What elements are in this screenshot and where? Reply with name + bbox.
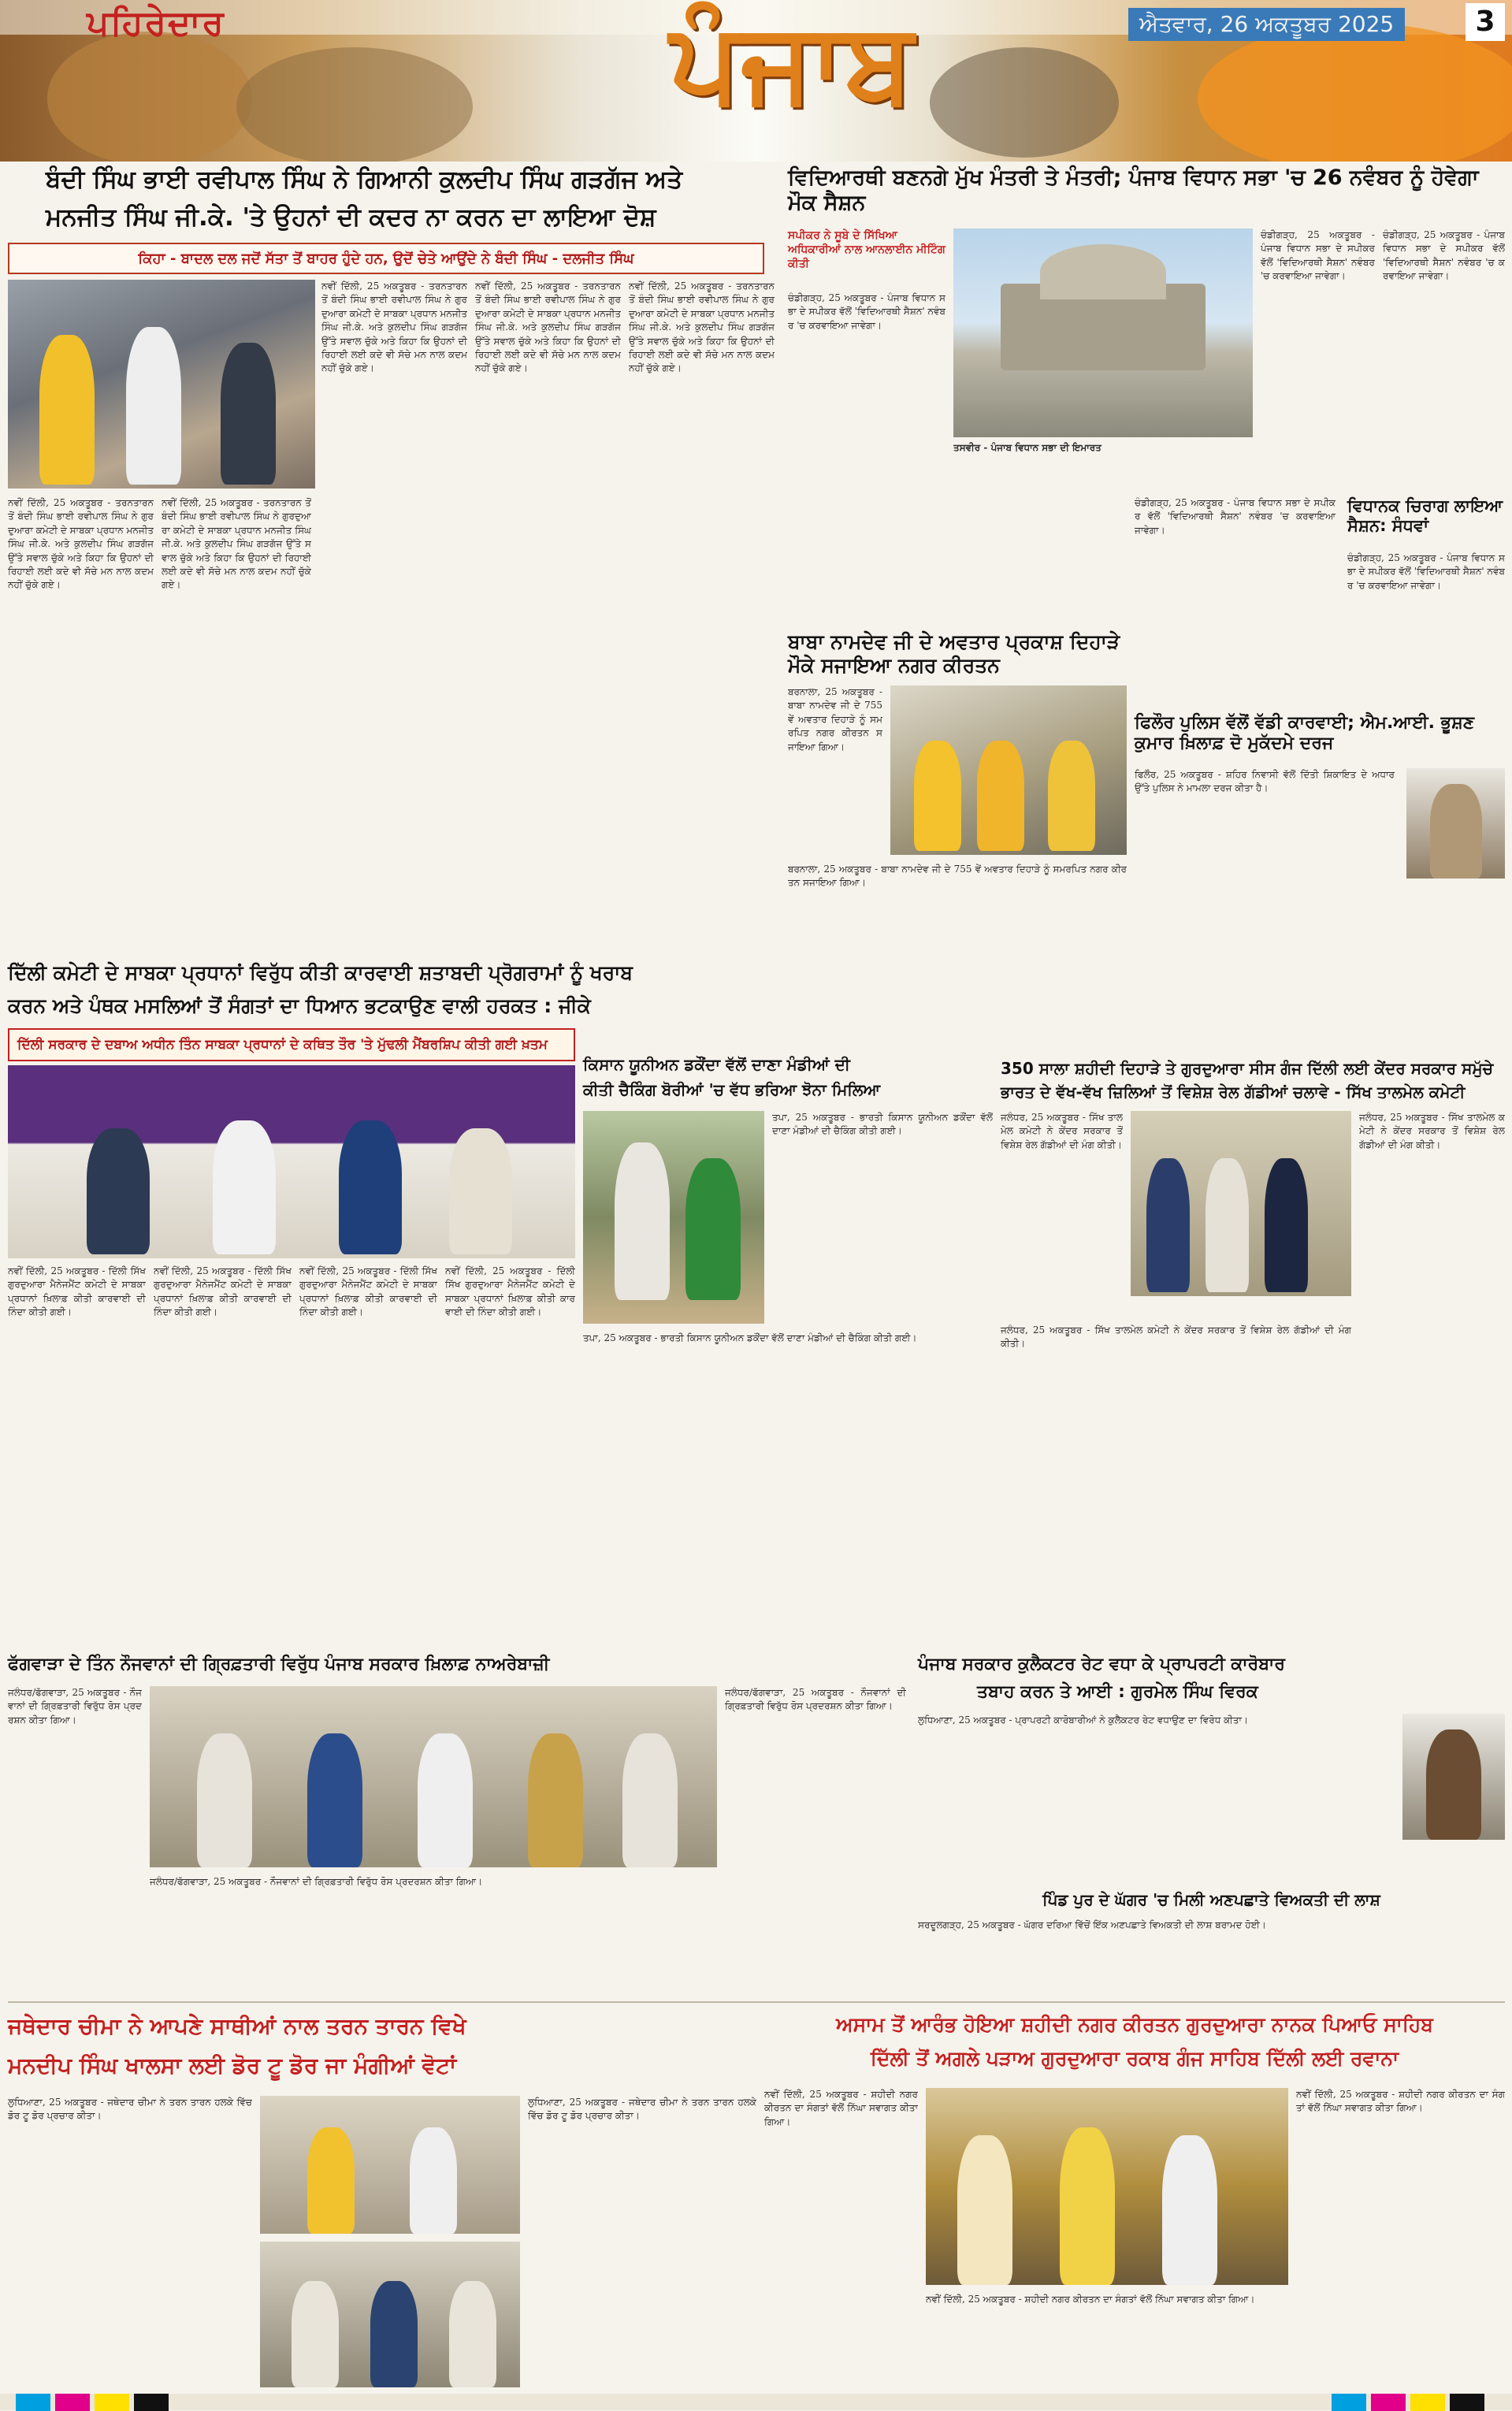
lead-subhead-box	[8, 243, 764, 274]
nagar-photo	[890, 685, 1127, 855]
vidhan-headline: ਵਿਦਿਆਰਥੀ ਬਣਨਗੇ ਮੁੱਖ ਮੰਤਰੀ ਤੇ ਮੰਤਰੀ; ਪੰਜਾਬ ਵਿਧਾਨ ਸਭਾ 'ਚ 26 ਨਵੰਬਰ ਨੂੰ ਹੋਵੇਗਾ ਮੌਕ ਸੈਸ਼ਨ	[788, 165, 1479, 215]
issue-date: ਐਤਵਾਰ, 26 ਅਕਤੂਬਰ 2025	[1128, 8, 1405, 41]
vidhan-caption: ਤਸਵੀਰ - ਪੰਜਾਬ ਵਿਧਾਨ ਸਭਾ ਦੀ ਇਮਾਰਤ	[953, 442, 1101, 453]
vidhan-body-col1: ਚੰਡੀਗੜ੍ਹ, 25 ਅਕਤੂਬਰ - ਪੰਜਾਬ ਵਿਧਾਨ ਸਭਾ ਦੇ ਸਪੀਕਰ ਵੱਲੋਂ 'ਵਿਦਿਆਰਥੀ ਸੈਸ਼ਨ' ਨਵੰਬਰ 'ਚ ਕਰਵਾਇਆ ਜਾਵੇਗਾ।	[788, 292, 945, 331]
vidhan-body-col4: ਚੰਡੀਗੜ੍ਹ, 25 ਅਕਤੂਬਰ - ਪੰਜਾਬ ਵਿਧਾਨ ਸਭਾ ਦੇ ਸਪੀਕਰ ਵੱਲੋਂ 'ਵਿਦਿਆਰਥੀ ਸੈਸ਼ਨ' ਨਵੰਬਰ 'ਚ ਕਰਵਾਇਆ ਜਾਵੇਗਾ।	[1135, 497, 1336, 536]
shaheedi-headline-1: 350 ਸਾਲਾ ਸ਼ਹੀਦੀ ਦਿਹਾੜੇ ਤੇ ਗੁਰਦੁਆਰਾ ਸੀਸ ਗੰਜ ਦਿੱਲੀ ਲਈ ਕੇਂਦਰ ਸਰਕਾਰ ਸਮੁੱਚੇ	[1001, 1059, 1494, 1078]
lead-body-col5: ਨਵੀਂ ਦਿੱਲੀ, 25 ਅਕਤੂਬਰ - ਤਰਨਤਾਰਨ ਤੋਂ ਬੰਦੀ ਸਿੰਘ ਭਾਈ ਰਵੀਪਾਲ ਸਿੰਘ ਨੇ ਗੁਰਦੁਆਰਾ ਕਮੇਟੀ ਦੇ ਸਾਬਕਾ ਪ੍ਰਧਾਨ ਮਨਜੀਤ ਸਿੰਘ ਜੀ.ਕੇ. ਅਤੇ ਕੁਲਦੀਪ ਸਿੰਘ ਗੜਗੱਜ ਉੱਤੇ ਸਵਾਲ ਚੁੱਕੇ ਅਤੇ ਕਿਹਾ ਕਿ ਉਹਨਾਂ ਦੀ ਰਿਹਾਈ ਲਈ ਕਦੇ ਵੀ ਸੱਚੇ ਮਨ ਨਾਲ ਕਦਮ ਨਹੀਂ ਚੁੱਕੇ ਗਏ।	[629, 280, 775, 374]
vidhan-kicker: ਸਪੀਕਰ ਨੇ ਸੂਬੇ ਦੇ ਸਿੱਖਿਆ ਅਧਿਕਾਰੀਆਂ ਨਾਲ ਆਨਲਾਈਨ ਮੀਟਿੰਗ ਕੀਤੀ	[788, 229, 945, 271]
delhi-subhead-box	[8, 1028, 575, 1061]
jathedar-headline-1: ਜਥੇਦਾਰ ਚੀਮਾ ਨੇ ਆਪਣੇ ਸਾਥੀਆਂ ਨਾਲ ਤਰਨ ਤਾਰਨ ਵਿਖੇ	[8, 2013, 466, 2039]
vidhan-body-col5: ਚੰਡੀਗੜ੍ਹ, 25 ਅਕਤੂਬਰ - ਪੰਜਾਬ ਵਿਧਾਨ ਸਭਾ ਦੇ ਸਪੀਕਰ ਵੱਲੋਂ 'ਵਿਦਿਆਰਥੀ ਸੈਸ਼ਨ' ਨਵੰਬਰ 'ਚ ਕਰਵਾਇਆ ਜਾਵੇਗਾ।	[1347, 552, 1505, 591]
masthead-scene-left	[47, 32, 252, 162]
phillaur-headline: ਫਿਲੌਰ ਪੁਲਿਸ ਵੱਲੋਂ ਵੱਡੀ ਕਾਰਵਾਈ; ਐਮ.ਆਈ. ਭੂਸ਼ਣ ਕੁਮਾਰ ਖ਼ਿਲਾਫ਼ ਦੋ ਮੁਕੱਦਮੇ ਦਰਜ	[1135, 713, 1475, 753]
collector-headline-1: ਪੰਜਾਬ ਸਰਕਾਰ ਕੁਲੈਕਟਰ ਰੇਟ ਵਧਾ ਕੇ ਪ੍ਰਾਪਰਟੀ ਕਾਰੋਬਾਰ	[918, 1655, 1285, 1674]
phagwara-headline: ਫੱਗਵਾੜਾ ਦੇ ਤਿੰਨ ਨੌਜਵਾਨਾਂ ਦੀ ਗ੍ਰਿਫ਼ਤਾਰੀ ਵਿਰੁੱਧ ਪੰਜਾਬ ਸਰਕਾਰ ਖ਼ਿਲਾਫ਼ ਨਾਅਰੇਬਾਜ਼ੀ	[8, 1655, 550, 1674]
vidhan-body-col3: ਚੰਡੀਗੜ੍ਹ, 25 ਅਕਤੂਬਰ - ਪੰਜਾਬ ਵਿਧਾਨ ਸਭਾ ਦੇ ਸਪੀਕਰ ਵੱਲੋਂ 'ਵਿਦਿਆਰਥੀ ਸੈਸ਼ਨ' ਨਵੰਬਰ 'ਚ ਕਰਵਾਇਆ ਜਾਵੇਗਾ।	[1383, 229, 1505, 282]
nagar-body-col1: ਬਰਨਾਲਾ, 25 ਅਕਤੂਬਰ - ਬਾਬਾ ਨਾਮਦੇਵ ਜੀ ਦੇ 755 ਵੇਂ ਅਵਤਾਰ ਦਿਹਾੜੇ ਨੂੰ ਸਮਰਪਿਤ ਨਗਰ ਕੀਰਤਨ ਸਜਾਇਆ ਗਿਆ।	[788, 686, 882, 752]
delhi-subhead: ਦਿੱਲੀ ਸਰਕਾਰ ਦੇ ਦਬਾਅ ਅਧੀਨ ਤਿੰਨ ਸਾਬਕਾ ਪ੍ਰਧਾਨਾਂ ਦੇ ਕਥਿਤ ਤੌਰ 'ਤੇ ਮੁੱਢਲੀ ਮੈਂਬਰਸ਼ਿਪ ਕੀਤੀ ਗਈ ਖ਼ਤਮ	[17, 1037, 548, 1053]
collector-photo	[1402, 1714, 1505, 1840]
masthead-scene-field	[236, 47, 473, 162]
assam-body-col1: ਨਵੀਂ ਦਿੱਲੀ, 25 ਅਕਤੂਬਰ - ਸ਼ਹੀਦੀ ਨਗਰ ਕੀਰਤਨ ਦਾ ਸੰਗਤਾਂ ਵੱਲੋਂ ਨਿੱਘਾ ਸਵਾਗਤ ਕੀਤਾ ਗਿਆ।	[764, 2089, 918, 2127]
phagwara-body-col2: ਜਲੰਧਰ/ਫੱਗਵਾੜਾ, 25 ਅਕਤੂਬਰ - ਨੌਜਵਾਨਾਂ ਦੀ ਗ੍ਰਿਫ਼ਤਾਰੀ ਵਿਰੁੱਧ ਰੋਸ ਪ੍ਰਦਰਸ਼ਨ ਕੀਤਾ ਗਿਆ।	[725, 1687, 906, 1712]
jathedar-body-col2: ਲੁਧਿਆਣਾ, 25 ਅਕਤੂਬਰ - ਜਥੇਦਾਰ ਚੀਮਾ ਨੇ ਤਰਨ ਤਾਰਨ ਹਲਕੇ ਵਿੱਚ ਡੋਰ ਟੂ ਡੋਰ ਪ੍ਰਚਾਰ ਕੀਤਾ।	[528, 2097, 756, 2122]
lead-subhead: ਕਿਹਾ - ਬਾਦਲ ਦਲ ਜਦੋਂ ਸੱਤਾ ਤੋਂ ਬਾਹਰ ਹੁੰਦੇ ਹਨ, ਉਦੋਂ ਚੇਤੇ ਆਉਂਦੇ ਨੇ ਬੰਦੀ ਸਿੰਘ - ਦਲਜੀਤ ਸਿੰਘ	[138, 251, 634, 267]
jathedar-photo-2	[260, 2242, 520, 2387]
nagar-body-col2: ਬਰਨਾਲਾ, 25 ਅਕਤੂਬਰ - ਬਾਬਾ ਨਾਮਦੇਵ ਜੀ ਦੇ 755 ਵੇਂ ਅਵਤਾਰ ਦਿਹਾੜੇ ਨੂੰ ਸਮਰਪਿਤ ਨਗਰ ਕੀਰਤਨ ਸਜਾਇਆ ਗਿਆ।	[788, 864, 1127, 889]
assam-headline-2: ਦਿੱਲੀ ਤੋਂ ਅਗਲੇ ਪੜਾਅ ਗੁਰਦੁਆਰਾ ਰਕਾਬ ਗੰਜ ਸਾਹਿਬ ਦਿੱਲੀ ਲਈ ਰਵਾਨਾ	[870, 2047, 1399, 2070]
shaheedi-body-col3: ਜਲੰਧਰ, 25 ਅਕਤੂਬਰ - ਸਿੱਖ ਤਾਲਮੇਲ ਕਮੇਟੀ ਨੇ ਕੇਂਦਰ ਸਰਕਾਰ ਤੋਂ ਵਿਸ਼ੇਸ਼ ਰੇਲ ਗੱਡੀਆਂ ਦੀ ਮੰਗ ਕੀਤੀ।	[1001, 1324, 1351, 1350]
delhi-headline-1: ਦਿੱਲੀ ਕਮੇਟੀ ਦੇ ਸਾਬਕਾ ਪ੍ਰਧਾਨਾਂ ਵਿਰੁੱਧ ਕੀਤੀ ਕਾਰਵਾਈ ਸ਼ਤਾਬਦੀ ਪ੍ਰੋਗਰਾਮਾਂ ਨੂੰ ਖਰਾਬ	[8, 961, 633, 984]
page-number: 3	[1466, 3, 1505, 41]
assam-body-col2: ਨਵੀਂ ਦਿੱਲੀ, 25 ਅਕਤੂਬਰ - ਸ਼ਹੀਦੀ ਨਗਰ ਕੀਰਤਨ ਦਾ ਸੰਗਤਾਂ ਵੱਲੋਂ ਨਿੱਘਾ ਸਵਾਗਤ ਕੀਤਾ ਗਿਆ।	[926, 2294, 1255, 2305]
print-registration-strip	[0, 2394, 1512, 2410]
vidhan-photo	[953, 228, 1253, 437]
lead-headline-1: ਬੰਦੀ ਸਿੰਘ ਭਾਈ ਰਵੀਪਾਲ ਸਿੰਘ ਨੇ ਗਿਆਨੀ ਕੁਲਦੀਪ ਸਿੰਘ ਗੜਗੱਜ ਅਤੇ	[46, 165, 683, 194]
kisan-headline-2: ਕੀਤੀ ਚੈਕਿੰਗ ਬੋਰੀਆਂ 'ਚ ਵੱਧ ਭਰਿਆ ਝੋਨਾ ਮਿਲਿਆ	[583, 1080, 881, 1099]
delhi-body-col1: ਨਵੀਂ ਦਿੱਲੀ, 25 ਅਕਤੂਬਰ - ਦਿੱਲੀ ਸਿੱਖ ਗੁਰਦੁਆਰਾ ਮੈਨੇਜਮੈਂਟ ਕਮੇਟੀ ਦੇ ਸਾਬਕਾ ਪ੍ਰਧਾਨਾਂ ਖ਼ਿਲਾਫ਼ ਕੀਤੀ ਕਾਰਵਾਈ ਦੀ ਨਿੰਦਾ ਕੀਤੀ ਗਈ।	[8, 1265, 146, 1318]
phillaur-body: ਫਿਲੌਰ, 25 ਅਕਤੂਬਰ - ਸ਼ਹਿਰ ਨਿਵਾਸੀ ਵੱਲੋਂ ਦਿੱਤੀ ਸ਼ਿਕਾਇਤ ਦੇ ਅਧਾਰ ਉੱਤੇ ਪੁਲਿਸ ਨੇ ਮਾਮਲਾ ਦਰਜ ਕੀਤਾ ਹੈ।	[1135, 769, 1395, 794]
lead-body-col2: ਨਵੀਂ ਦਿੱਲੀ, 25 ਅਕਤੂਬਰ - ਤਰਨਤਾਰਨ ਤੋਂ ਬੰਦੀ ਸਿੰਘ ਭਾਈ ਰਵੀਪਾਲ ਸਿੰਘ ਨੇ ਗੁਰਦੁਆਰਾ ਕਮੇਟੀ ਦੇ ਸਾਬਕਾ ਪ੍ਰਧਾਨ ਮਨਜੀਤ ਸਿੰਘ ਜੀ.ਕੇ. ਅਤੇ ਕੁਲਦੀਪ ਸਿੰਘ ਗੜਗੱਜ ਉੱਤੇ ਸਵਾਲ ਚੁੱਕੇ ਅਤੇ ਕਿਹਾ ਕਿ ਉਹਨਾਂ ਦੀ ਰਿਹਾਈ ਲਈ ਕਦੇ ਵੀ ਸੱਚੇ ਮਨ ਨਾਲ ਕਦਮ ਨਹੀਂ ਚੁੱਕੇ ਗਏ।	[162, 497, 311, 591]
phagwara-body-col3: ਜਲੰਧਰ/ਫੱਗਵਾੜਾ, 25 ਅਕਤੂਬਰ - ਨੌਜਵਾਨਾਂ ਦੀ ਗ੍ਰਿਫ਼ਤਾਰੀ ਵਿਰੁੱਧ ਰੋਸ ਪ੍ਰਦਰਸ਼ਨ ਕੀਤਾ ਗਿਆ।	[150, 1876, 483, 1887]
lead-photo	[8, 280, 315, 489]
vidhan-body-col2: ਚੰਡੀਗੜ੍ਹ, 25 ਅਕਤੂਬਰ - ਪੰਜਾਬ ਵਿਧਾਨ ਸਭਾ ਦੇ ਸਪੀਕਰ ਵੱਲੋਂ 'ਵਿਦਿਆਰਥੀ ਸੈਸ਼ਨ' ਨਵੰਬਰ 'ਚ ਕਰਵਾਇਆ ਜਾਵੇਗਾ।	[1261, 229, 1375, 282]
ghaggar-body: ਸਰਦੂਲਗੜ੍ਹ, 25 ਅਕਤੂਬਰ - ਘੱਗਰ ਦਰਿਆ ਵਿੱਚੋਂ ਇੱਕ ਅਣਪਛਾਤੇ ਵਿਅਕਤੀ ਦੀ ਲਾਸ਼ ਬਰਾਮਦ ਹੋਈ।	[918, 1919, 1266, 1930]
collector-body: ਲੁਧਿਆਣਾ, 25 ਅਕਤੂਬਰ - ਪ੍ਰਾਪਰਟੀ ਕਾਰੋਬਾਰੀਆਂ ਨੇ ਕੁਲੈਕਟਰ ਰੇਟ ਵਧਾਉਣ ਦਾ ਵਿਰੋਧ ਕੀਤਾ।	[918, 1714, 1249, 1726]
masthead-scene-tractor	[930, 47, 1119, 158]
phagwara-photo	[150, 1686, 717, 1867]
phillaur-photo	[1406, 768, 1505, 879]
delhi-photo	[8, 1065, 575, 1258]
nagar-headline: ਬਾਬਾ ਨਾਮਦੇਵ ਜੀ ਦੇ ਅਵਤਾਰ ਪ੍ਰਕਾਸ਼ ਦਿਹਾੜੇ ਮੌਕੇ ਸਜਾਇਆ ਨਗਰ ਕੀਰਤਨ	[788, 630, 1120, 677]
vidhan-side-title: ਵਿਧਾਨਕ ਚਿਰਾਗ ਲਾਇਆ ਸੈਸ਼ਨ: ਸੰਧਵਾਂ	[1347, 496, 1503, 535]
section-divider	[8, 2001, 1505, 2003]
shaheedi-body-col2: ਜਲੰਧਰ, 25 ਅਕਤੂਬਰ - ਸਿੱਖ ਤਾਲਮੇਲ ਕਮੇਟੀ ਨੇ ਕੇਂਦਰ ਸਰਕਾਰ ਤੋਂ ਵਿਸ਼ੇਸ਼ ਰੇਲ ਗੱਡੀਆਂ ਦੀ ਮੰਗ ਕੀਤੀ।	[1359, 1112, 1505, 1150]
collector-headline-2: ਤਬਾਹ ਕਰਨ ਤੇ ਆਈ : ਗੁਰਮੇਲ ਸਿੰਘ ਵਿਰਕ	[977, 1682, 1258, 1702]
masthead	[0, 0, 1512, 162]
masthead-scene-crowd	[1198, 24, 1512, 162]
phagwara-body-col1: ਜਲੰਧਰ/ਫੱਗਵਾੜਾ, 25 ਅਕਤੂਬਰ - ਨੌਜਵਾਨਾਂ ਦੀ ਗ੍ਰਿਫ਼ਤਾਰੀ ਵਿਰੁੱਧ ਰੋਸ ਪ੍ਰਦਰਸ਼ਨ ਕੀਤਾ ਗਿਆ।	[8, 1687, 142, 1726]
kisan-headline-1: ਕਿਸਾਨ ਯੂਨੀਅਨ ਡਕੌਂਦਾ ਵੱਲੋਂ ਦਾਣਾ ਮੰਡੀਆਂ ਦੀ	[583, 1055, 850, 1074]
assam-body-col3: ਨਵੀਂ ਦਿੱਲੀ, 25 ਅਕਤੂਬਰ - ਸ਼ਹੀਦੀ ਨਗਰ ਕੀਰਤਨ ਦਾ ਸੰਗਤਾਂ ਵੱਲੋਂ ਨਿੱਘਾ ਸਵਾਗਤ ਕੀਤਾ ਗਿਆ।	[1296, 2089, 1505, 2114]
jathedar-body-col1: ਲੁਧਿਆਣਾ, 25 ਅਕਤੂਬਰ - ਜਥੇਦਾਰ ਚੀਮਾ ਨੇ ਤਰਨ ਤਾਰਨ ਹਲਕੇ ਵਿੱਚ ਡੋਰ ਟੂ ਡੋਰ ਪ੍ਰਚਾਰ ਕੀਤਾ।	[8, 2097, 252, 2122]
lead-headline-2: ਮਨਜੀਤ ਸਿੰਘ ਜੀ.ਕੇ. 'ਤੇ ਉਹਨਾਂ ਦੀ ਕਦਰ ਨਾ ਕਰਨ ਦਾ ਲਾਇਆ ਦੋਸ਼	[46, 203, 656, 232]
delhi-body-col2: ਨਵੀਂ ਦਿੱਲੀ, 25 ਅਕਤੂਬਰ - ਦਿੱਲੀ ਸਿੱਖ ਗੁਰਦੁਆਰਾ ਮੈਨੇਜਮੈਂਟ ਕਮੇਟੀ ਦੇ ਸਾਬਕਾ ਪ੍ਰਧਾਨਾਂ ਖ਼ਿਲਾਫ਼ ਕੀਤੀ ਕਾਰਵਾਈ ਦੀ ਨਿੰਦਾ ਕੀਤੀ ਗਈ।	[154, 1265, 292, 1318]
assam-photo	[926, 2088, 1288, 2285]
kisan-body-col2: ਤਪਾ, 25 ਅਕਤੂਬਰ - ਭਾਰਤੀ ਕਿਸਾਨ ਯੂਨੀਅਨ ਡਕੌਂਦਾ ਵੱਲੋਂ ਦਾਣਾ ਮੰਡੀਆਂ ਦੀ ਚੈਕਿੰਗ ਕੀਤੀ ਗਈ।	[583, 1332, 917, 1343]
delhi-body-col4: ਨਵੀਂ ਦਿੱਲੀ, 25 ਅਕਤੂਬਰ - ਦਿੱਲੀ ਸਿੱਖ ਗੁਰਦੁਆਰਾ ਮੈਨੇਜਮੈਂਟ ਕਮੇਟੀ ਦੇ ਸਾਬਕਾ ਪ੍ਰਧਾਨਾਂ ਖ਼ਿਲਾਫ਼ ਕੀਤੀ ਕਾਰਵਾਈ ਦੀ ਨਿੰਦਾ ਕੀਤੀ ਗਈ।	[445, 1265, 575, 1318]
shaheedi-body-col1: ਜਲੰਧਰ, 25 ਅਕਤੂਬਰ - ਸਿੱਖ ਤਾਲਮੇਲ ਕਮੇਟੀ ਨੇ ਕੇਂਦਰ ਸਰਕਾਰ ਤੋਂ ਵਿਸ਼ੇਸ਼ ਰੇਲ ਗੱਡੀਆਂ ਦੀ ਮੰਗ ਕੀਤੀ।	[1001, 1112, 1123, 1150]
jathedar-photo-1	[260, 2096, 520, 2234]
delhi-body-col3: ਨਵੀਂ ਦਿੱਲੀ, 25 ਅਕਤੂਬਰ - ਦਿੱਲੀ ਸਿੱਖ ਗੁਰਦੁਆਰਾ ਮੈਨੇਜਮੈਂਟ ਕਮੇਟੀ ਦੇ ਸਾਬਕਾ ਪ੍ਰਧਾਨਾਂ ਖ਼ਿਲਾਫ਼ ਕੀਤੀ ਕਾਰਵਾਈ ਦੀ ਨਿੰਦਾ ਕੀਤੀ ਗਈ।	[299, 1265, 437, 1318]
brand-name: ਪਹਿਰੇਦਾਰ	[87, 3, 225, 43]
lead-body-col1: ਨਵੀਂ ਦਿੱਲੀ, 25 ਅਕਤੂਬਰ - ਤਰਨਤਾਰਨ ਤੋਂ ਬੰਦੀ ਸਿੰਘ ਭਾਈ ਰਵੀਪਾਲ ਸਿੰਘ ਨੇ ਗੁਰਦੁਆਰਾ ਕਮੇਟੀ ਦੇ ਸਾਬਕਾ ਪ੍ਰਧਾਨ ਮਨਜੀਤ ਸਿੰਘ ਜੀ.ਕੇ. ਅਤੇ ਕੁਲਦੀਪ ਸਿੰਘ ਗੜਗੱਜ ਉੱਤੇ ਸਵਾਲ ਚੁੱਕੇ ਅਤੇ ਕਿਹਾ ਕਿ ਉਹਨਾਂ ਦੀ ਰਿਹਾਈ ਲਈ ਕਦੇ ਵੀ ਸੱਚੇ ਮਨ ਨਾਲ ਕਦਮ ਨਹੀਂ ਚੁੱਕੇ ਗਏ।	[8, 497, 154, 591]
lead-body-col3: ਨਵੀਂ ਦਿੱਲੀ, 25 ਅਕਤੂਬਰ - ਤਰਨਤਾਰਨ ਤੋਂ ਬੰਦੀ ਸਿੰਘ ਭਾਈ ਰਵੀਪਾਲ ਸਿੰਘ ਨੇ ਗੁਰਦੁਆਰਾ ਕਮੇਟੀ ਦੇ ਸਾਬਕਾ ਪ੍ਰਧਾਨ ਮਨਜੀਤ ਸਿੰਘ ਜੀ.ਕੇ. ਅਤੇ ਕੁਲਦੀਪ ਸਿੰਘ ਗੜਗੱਜ ਉੱਤੇ ਸਵਾਲ ਚੁੱਕੇ ਅਤੇ ਕਿਹਾ ਕਿ ਉਹਨਾਂ ਦੀ ਰਿਹਾਈ ਲਈ ਕਦੇ ਵੀ ਸੱਚੇ ਮਨ ਨਾਲ ਕਦਮ ਨਹੀਂ ਚੁੱਕੇ ਗਏ।	[321, 280, 467, 374]
section-logo: ਪੰਜਾਬ	[670, 0, 914, 127]
jathedar-headline-2: ਮਨਦੀਪ ਸਿੰਘ ਖਾਲਸਾ ਲਈ ਡੋਰ ਟੂ ਡੋਰ ਜਾ ਮੰਗੀਆਂ ਵੋਟਾਂ	[8, 2053, 457, 2079]
lead-body-col4: ਨਵੀਂ ਦਿੱਲੀ, 25 ਅਕਤੂਬਰ - ਤਰਨਤਾਰਨ ਤੋਂ ਬੰਦੀ ਸਿੰਘ ਭਾਈ ਰਵੀਪਾਲ ਸਿੰਘ ਨੇ ਗੁਰਦੁਆਰਾ ਕਮੇਟੀ ਦੇ ਸਾਬਕਾ ਪ੍ਰਧਾਨ ਮਨਜੀਤ ਸਿੰਘ ਜੀ.ਕੇ. ਅਤੇ ਕੁਲਦੀਪ ਸਿੰਘ ਗੜਗੱਜ ਉੱਤੇ ਸਵਾਲ ਚੁੱਕੇ ਅਤੇ ਕਿਹਾ ਕਿ ਉਹਨਾਂ ਦੀ ਰਿਹਾਈ ਲਈ ਕਦੇ ਵੀ ਸੱਚੇ ਮਨ ਨਾਲ ਕਦਮ ਨਹੀਂ ਚੁੱਕੇ ਗਏ।	[475, 280, 621, 374]
delhi-headline-2: ਕਰਨ ਅਤੇ ਪੰਥਕ ਮਸਲਿਆਂ ਤੋਂ ਸੰਗਤਾਂ ਦਾ ਧਿਆਨ ਭਟਕਾਉਣ ਵਾਲੀ ਹਰਕਤ : ਜੀਕੇ	[8, 994, 591, 1017]
kisan-photo	[583, 1111, 764, 1324]
shaheedi-headline-2: ਭਾਰਤ ਦੇ ਵੱਖ-ਵੱਖ ਜ਼ਿਲਿਆਂ ਤੋਂ ਵਿਸ਼ੇਸ਼ ਰੇਲ ਗੱਡੀਆਂ ਚਲਾਵੇ - ਸਿੱਖ ਤਾਲਮੇਲ ਕਮੇਟੀ	[1001, 1083, 1466, 1101]
ghaggar-headline: ਪਿੰਡ ਪੁਰ ਦੇ ਘੱਗਰ 'ਚ ਮਿਲੀ ਅਣਪਛਾਤੇ ਵਿਅਕਤੀ ਦੀ ਲਾਸ਼	[1042, 1890, 1380, 1909]
assam-headline-1: ਅਸਾਮ ਤੋਂ ਆਰੰਭ ਹੋਇਆ ਸ਼ਹੀਦੀ ਨਗਰ ਕੀਰਤਨ ਗੁਰਦੁਆਰਾ ਨਾਨਕ ਪਿਆਓ ਸਾਹਿਬ	[836, 2013, 1433, 2036]
shaheedi-photo	[1131, 1111, 1351, 1296]
kisan-body-col1: ਤਪਾ, 25 ਅਕਤੂਬਰ - ਭਾਰਤੀ ਕਿਸਾਨ ਯੂਨੀਅਨ ਡਕੌਂਦਾ ਵੱਲੋਂ ਦਾਣਾ ਮੰਡੀਆਂ ਦੀ ਚੈਕਿੰਗ ਕੀਤੀ ਗਈ।	[772, 1112, 993, 1137]
